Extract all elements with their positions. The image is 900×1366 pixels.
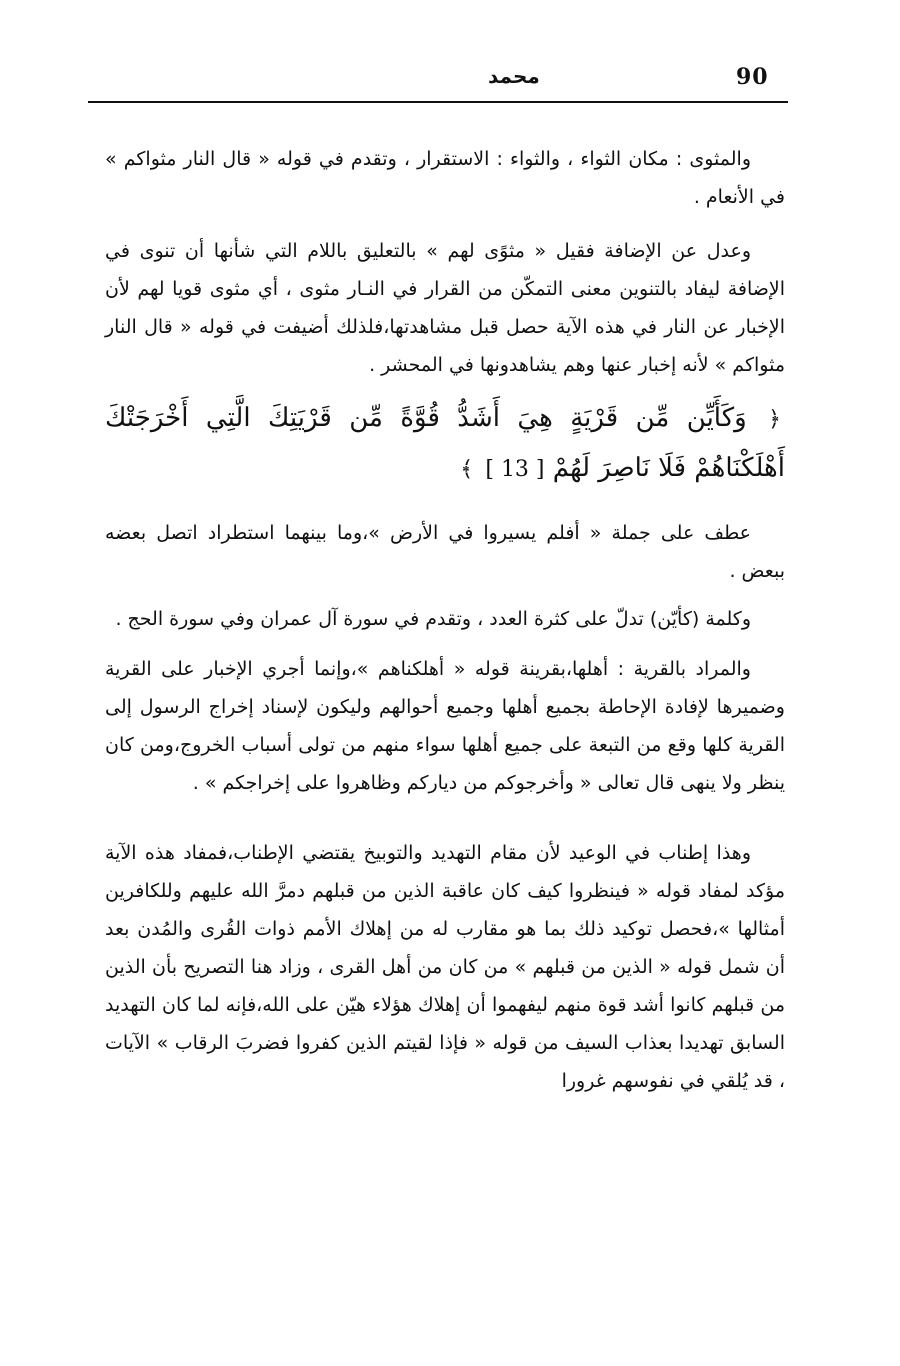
running-title: محمد [488,64,540,88]
paragraph-kaayyin: وكلمة (كأيّن) تدلّ على كثرة العدد ، وتقدم في سورة آل عمران وفي سورة الحج . [115,608,751,630]
paragraph-idafa: وعدل عن الإضافة فقيل « مثوًى لهم » بالتعليق باللام التي شأنها أن تنوى في الإضافة ليفاد بالتنوين معنى التمكّن من القرار في النـار مثوى ، أي مثوى قويا لهم لأن الإخبار عن النار في هذه الآية حصل قبل مشاهدتها،فلذلك أضيفت في قوله « قال النار مثواكم » لأنه إخبار عنها وهم يشاهدونها في المحشر . [105,240,785,376]
paragraph-atf: عطف على جملة « أفلم يسيروا في الأرض »،وما بينهما استطراد اتصل بعضه ببعض . [105,522,785,582]
page-header [88,58,788,102]
verse-number: [ 13 ] [485,457,545,482]
page-body [105,140,785,1100]
paragraph-itnab: وهذا إطناب في الوعيد لأن مقام التهديد والتوبيخ يقتضي الإطناب،فمفاد هذه الآية مؤكد لمفاد قوله « فينظروا كيف كان عاقبة الذين من قبلهم دمرَّ الله عليهم وللكافرين أمثالها »،فحصل توكيد ذلك بما هو مقارب له من إهلاك الأمم ذوات القُرى والمُدن بعد أن شمل قوله « الذين من قبلهم » من كان من أهل القرى ، وزاد هنا التصريح بأن الذين من قبلهم كانوا أشد قوة منهم ليفهموا أن إهلاك هؤلاء هيّن على الله،فإنه لما كان التهديد السابق تهديدا بعذاب السيف من قوله « فإذا لقيتم الذين كفروا فضربَ الرقاب » الآيات ، قد يُلقي في نفوسهم غرورا [105,842,785,1092]
verse-open-mark: ﴿ [768,407,782,432]
paragraph-mathwa: والمثوى : مكان الثواء ، والثواء : الاستقرار ، وتقدم في قوله « قال النار مثواكم » في الأنعام . [105,148,785,208]
verse-text: وَكَأَيِّن مِّن قَرْيَةٍ هِيَ أَشَدُّ قُوَّةً مِّن قَرْيَتِكَ الَّتِي أَخْرَجَتْكَ أَهْلَكْنَاهُمْ فَلَا نَاصِرَ لَهُمْ [105,403,785,483]
quran-verse [105,394,785,494]
verse-close-mark: ﴾ [460,457,474,482]
paragraph-qarya: والمراد بالقرية : أهلها،بقرينة قوله « أهلكناهم »،وإنما أجري الإخبار على القرية وضميرها لإفادة الإحاطة بجميع أهلها وجميع أحوالهم وليكون لإسناد إخراج الرسول إلى القرية كلها وقع من التبعة على جميع أهلها سواء منهم من تولى أسباب الخروج،ومن كان ينظر ولا ينهى قال تعالى « وأخرجوكم من دياركم وظاهروا على إخراجكم » . [105,658,785,794]
page-number: 90 [736,64,769,90]
header-rule [88,101,788,103]
